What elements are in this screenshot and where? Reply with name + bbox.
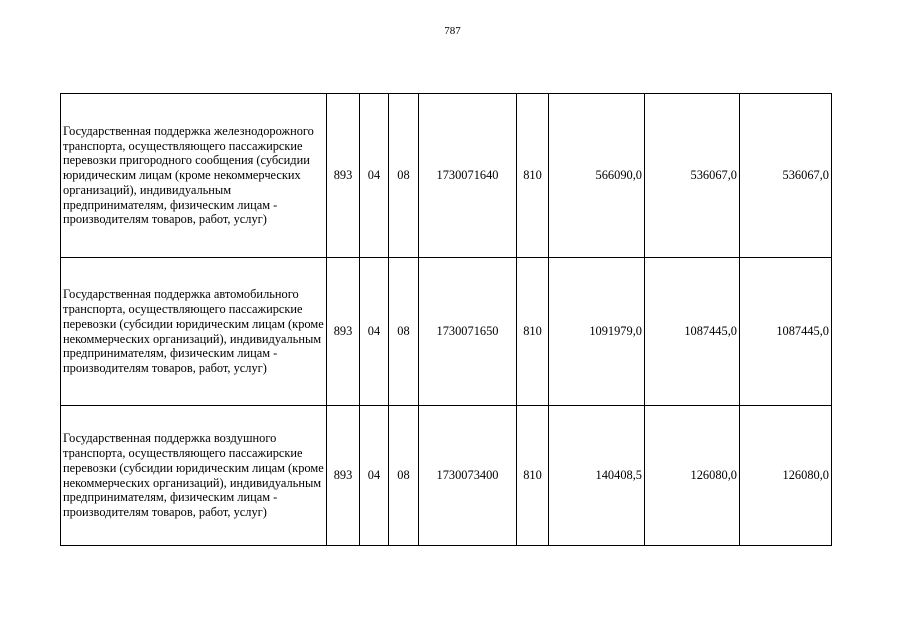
amount-1: 566090,0 <box>549 94 645 258</box>
target-article-code: 1730071640 <box>419 94 517 258</box>
table-row <box>61 94 832 258</box>
ministry-code: 893 <box>327 406 360 546</box>
row-description: Государственная поддержка автомобильного транспорта, осуществляющего пассажирские перевозки (субсидии юридическим лицам (кроме некоммерческих организаций), индивидуальным предпринимателям, физическим лицам - производителям товаров, работ, услуг) <box>61 258 327 406</box>
expense-type-code: 810 <box>517 258 549 406</box>
ministry-code: 893 <box>327 258 360 406</box>
target-article-code: 1730071650 <box>419 258 517 406</box>
row-description: Государственная поддержка железнодорожного транспорта, осуществляющего пассажирские перевозки пригородного сообщения (субсидии юридическим лицам (кроме некоммерческих организаций), индивидуальным предпринимателям, физическим лицам - производителям товаров, работ, услуг) <box>61 94 327 258</box>
expense-type-code: 810 <box>517 406 549 546</box>
amount-3: 1087445,0 <box>740 258 832 406</box>
target-article-code: 1730073400 <box>419 406 517 546</box>
amount-2: 536067,0 <box>645 94 740 258</box>
subsection-code: 08 <box>389 406 419 546</box>
row-description: Государственная поддержка воздушного транспорта, осуществляющего пассажирские перевозки (субсидии юридическим лицам (кроме некоммерческих организаций), индивидуальным предпринимателям, физическим лицам - производителям товаров, работ, услуг) <box>61 406 327 546</box>
amount-2: 1087445,0 <box>645 258 740 406</box>
budget-table <box>60 93 832 546</box>
table-row <box>61 406 832 546</box>
subsection-code: 08 <box>389 94 419 258</box>
subsection-code: 08 <box>389 258 419 406</box>
table-row <box>61 258 832 406</box>
amount-1: 1091979,0 <box>549 258 645 406</box>
amount-3: 536067,0 <box>740 94 832 258</box>
expense-type-code: 810 <box>517 94 549 258</box>
amount-1: 140408,5 <box>549 406 645 546</box>
amount-2: 126080,0 <box>645 406 740 546</box>
page-number: 787 <box>444 25 461 37</box>
section-code: 04 <box>360 94 389 258</box>
section-code: 04 <box>360 258 389 406</box>
section-code: 04 <box>360 406 389 546</box>
ministry-code: 893 <box>327 94 360 258</box>
amount-3: 126080,0 <box>740 406 832 546</box>
